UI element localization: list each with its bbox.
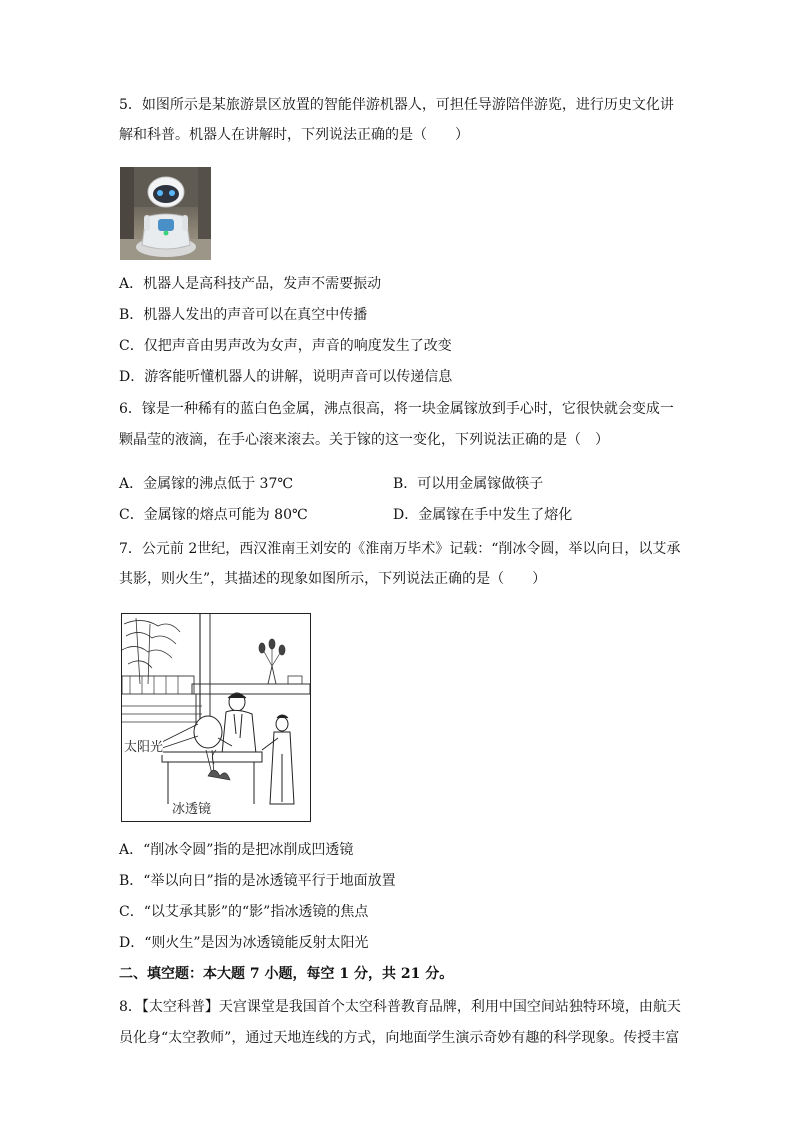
- q7-stem-line2: 其影，则火生”，其描述的现象如图所示，下列说法正确的是（ ）: [119, 571, 547, 587]
- q6-option-d: D．金属镓在手中发生了熔化: [393, 507, 573, 523]
- q6-stem-line1: 6．镓是一种稀有的蓝白色金属，沸点很高，将一块金属镓放到手心时，它很快就会变成一: [119, 401, 674, 417]
- q5-stem-line2: 解和科普。机器人在讲解时，下列说法正确的是（ ）: [119, 127, 469, 143]
- ice-lens-scene: [122, 614, 310, 821]
- ice-lens-illustration: [121, 613, 311, 822]
- q8-stem-line1: 8．【太空科普】天宫课堂是我国首个太空科普教育品牌，利用中国空间站独特环境，由航天: [119, 999, 681, 1015]
- q7-option-a: A．“削冰令圆”指的是把冰削成凹透镜: [119, 842, 354, 858]
- q5-option-b: B．机器人发出的声音可以在真空中传播: [119, 307, 368, 323]
- q7-option-b: B．“举以向日”指的是冰透镜平行于地面放置: [119, 873, 396, 889]
- q7-stem-line1: 7．公元前 2世纪，西汉淮南王刘安的《淮南万毕术》记载：“削冰令圆，举以向日，以艾承: [119, 541, 681, 557]
- section-heading: 二、填空题：本大题 7 小题，每空 1 分，共 21 分。: [119, 966, 454, 982]
- q6-option-b: B．可以用金属镓做筷子: [393, 476, 544, 492]
- robot-icon: [120, 167, 211, 260]
- q5-option-c: C．仅把声音由男声改为女声，声音的响度发生了改变: [119, 338, 452, 354]
- robot-photo: [120, 167, 211, 260]
- q5-option-d: D．游客能听懂机器人的讲解，说明声音可以传递信息: [119, 369, 453, 385]
- q5-option-a: A．机器人是高科技产品，发声不需要振动: [119, 276, 382, 292]
- q7-option-d: D．“则火生”是因为冰透镜能反射太阳光: [119, 935, 369, 951]
- ice-lens-label: 冰透镜: [172, 798, 211, 817]
- q6-option-c: C．金属镓的熔点可能为 80℃: [119, 507, 308, 523]
- q6-option-a: A．金属镓的沸点低于 37℃: [119, 476, 294, 492]
- q5-stem-line1: 5．如图所示是某旅游景区放置的智能伴游机器人，可担任导游陪伴游览，进行历史文化讲: [119, 97, 674, 113]
- q7-option-c: C．“以艾承其影”的“影”指冰透镜的焦点: [119, 904, 369, 920]
- q6-stem-line2: 颗晶莹的液滴，在手心滚来滚去。关于镓的这一变化，下列说法正确的是（ ）: [119, 432, 609, 448]
- sunlight-label: 太阳光: [124, 736, 163, 755]
- q8-stem-line2: 员化身“太空教师”，通过天地连线的方式，向地面学生演示奇妙有趣的科学现象。传授丰富: [119, 1030, 680, 1046]
